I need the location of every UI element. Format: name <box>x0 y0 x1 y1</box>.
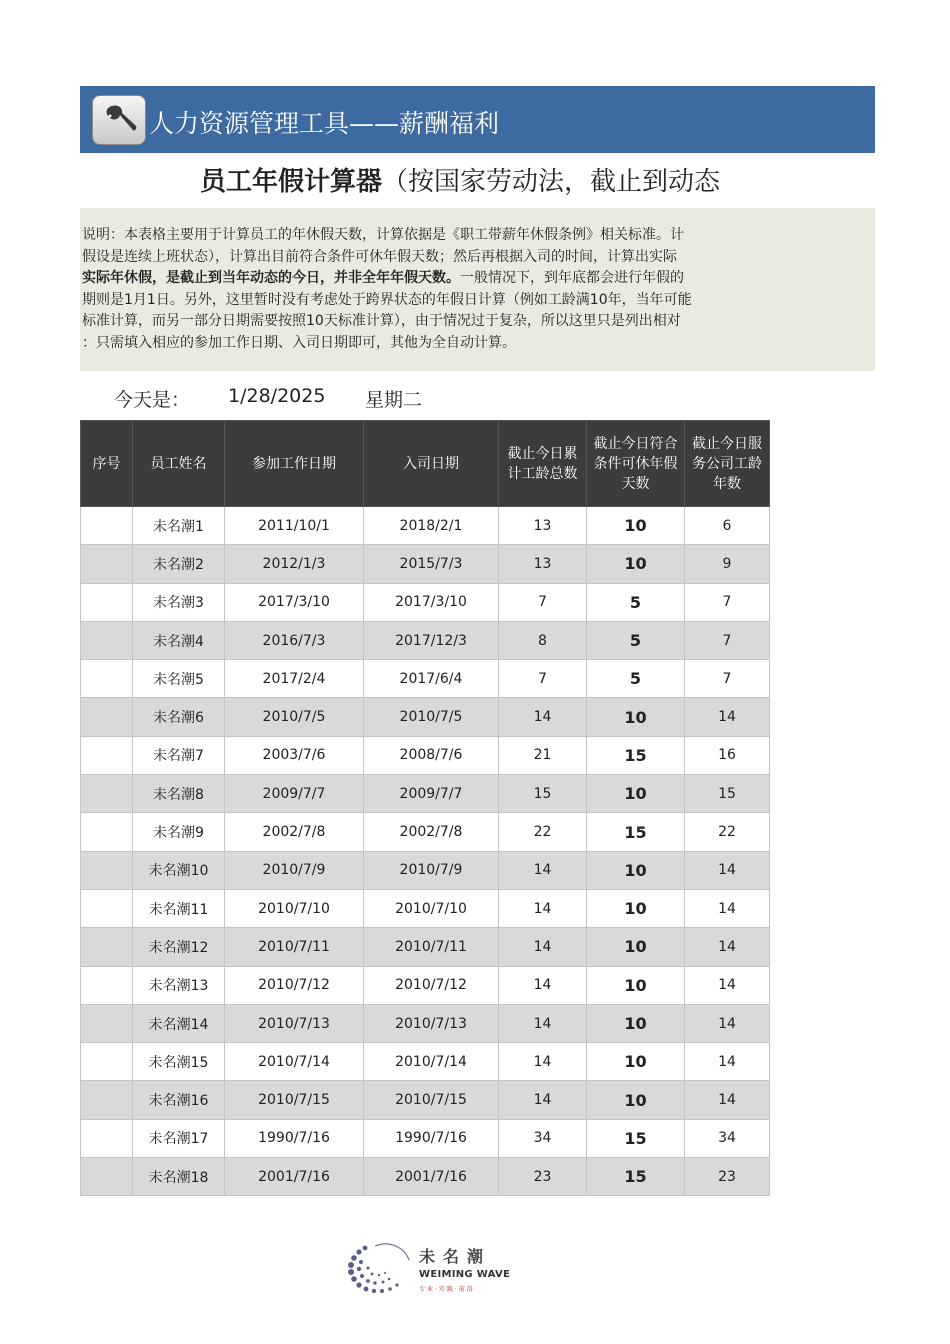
cell-index[interactable] <box>81 966 133 1004</box>
cell-leave-days: 10 <box>587 545 685 583</box>
cell-name[interactable]: 未名潮2 <box>133 545 225 583</box>
cell-company-years: 7 <box>685 583 770 621</box>
cell-work-start[interactable]: 2011/10/1 <box>225 507 364 545</box>
table-row <box>81 928 770 966</box>
description-line <box>82 268 772 290</box>
table-row <box>81 813 770 851</box>
calculator-title <box>200 164 772 204</box>
cell-leave-days: 5 <box>587 583 685 621</box>
cell-company-years: 9 <box>685 545 770 583</box>
cell-work-start[interactable]: 2017/3/10 <box>225 583 364 621</box>
cell-leave-days: 10 <box>587 928 685 966</box>
cell-join-date[interactable]: 2002/7/8 <box>364 813 499 851</box>
cell-total-years: 14 <box>499 851 587 889</box>
cell-company-years: 14 <box>685 966 770 1004</box>
cell-leave-days: 10 <box>587 1004 685 1042</box>
cell-total-years: 21 <box>499 736 587 774</box>
cell-name[interactable]: 未名潮10 <box>133 851 225 889</box>
cell-name[interactable]: 未名潮11 <box>133 889 225 927</box>
cell-index[interactable] <box>81 928 133 966</box>
logo-english: WEIMING WAVE <box>419 1269 511 1280</box>
cell-company-years: 22 <box>685 813 770 851</box>
table-row <box>81 621 770 659</box>
cell-join-date[interactable]: 2010/7/12 <box>364 966 499 1004</box>
cell-join-date[interactable]: 2018/2/1 <box>364 507 499 545</box>
cell-work-start[interactable]: 2010/7/10 <box>225 889 364 927</box>
cell-work-start[interactable]: 2009/7/7 <box>225 775 364 813</box>
cell-leave-days: 15 <box>587 1119 685 1157</box>
table-row <box>81 698 770 736</box>
cell-total-years: 14 <box>499 1081 587 1119</box>
col-header-company-years: 截止今日服务公司工龄年数 <box>685 421 770 507</box>
col-header-work-start: 参加工作日期 <box>225 421 364 507</box>
cell-total-years: 14 <box>499 889 587 927</box>
cell-company-years: 15 <box>685 775 770 813</box>
today-weekday: 星期二 <box>365 389 423 411</box>
cell-index[interactable] <box>81 851 133 889</box>
cell-leave-days: 15 <box>587 736 685 774</box>
header-banner <box>80 86 875 153</box>
cell-index[interactable] <box>81 507 133 545</box>
cell-index[interactable] <box>81 736 133 774</box>
cell-index[interactable] <box>81 660 133 698</box>
cell-index[interactable] <box>81 1081 133 1119</box>
cell-work-start[interactable]: 2010/7/5 <box>225 698 364 736</box>
cell-name[interactable]: 未名潮7 <box>133 736 225 774</box>
cell-name[interactable]: 未名潮16 <box>133 1081 225 1119</box>
page-title: 人力资源管理工具——薪酬福利 <box>149 109 500 138</box>
cell-join-date[interactable]: 2001/7/16 <box>364 1158 499 1196</box>
today-label: 今天是： <box>114 389 191 411</box>
col-header-leave-days: 截止今日符合条件可休年假天数 <box>587 421 685 507</box>
cell-company-years: 16 <box>685 736 770 774</box>
cell-leave-days: 15 <box>587 813 685 851</box>
cell-join-date[interactable]: 2017/3/10 <box>364 583 499 621</box>
cell-join-date[interactable]: 2010/7/13 <box>364 1004 499 1042</box>
cell-leave-days: 10 <box>587 775 685 813</box>
cell-total-years: 14 <box>499 698 587 736</box>
cell-join-date[interactable]: 2010/7/11 <box>364 928 499 966</box>
cell-join-date[interactable]: 2017/6/4 <box>364 660 499 698</box>
table-row <box>81 545 770 583</box>
cell-work-start[interactable]: 2010/7/15 <box>225 1081 364 1119</box>
table-row <box>81 736 770 774</box>
cell-leave-days: 10 <box>587 1043 685 1081</box>
table-row <box>81 583 770 621</box>
wrench-icon <box>92 95 146 145</box>
cell-work-start[interactable]: 2012/1/3 <box>225 545 364 583</box>
cell-work-start[interactable]: 2010/7/13 <box>225 1004 364 1042</box>
cell-name[interactable]: 未名潮13 <box>133 966 225 1004</box>
today-date[interactable]: 1/28/2025 <box>228 385 326 407</box>
cell-name[interactable]: 未名潮5 <box>133 660 225 698</box>
cell-work-start[interactable]: 2016/7/3 <box>225 621 364 659</box>
cell-total-years: 22 <box>499 813 587 851</box>
description-line: 期则是1月1日。另外，这里暂时没有考虑处于跨界状态的年假日计算（例如工龄满10年，当年可能 <box>82 291 692 308</box>
cell-total-years: 34 <box>499 1119 587 1157</box>
cell-index[interactable] <box>81 889 133 927</box>
cell-total-years: 14 <box>499 966 587 1004</box>
subtitle-bold: 员工年假计算器 <box>200 167 383 197</box>
cell-work-start[interactable]: 2003/7/6 <box>225 736 364 774</box>
cell-index[interactable] <box>81 583 133 621</box>
cell-join-date[interactable]: 2010/7/10 <box>364 889 499 927</box>
cell-leave-days: 10 <box>587 851 685 889</box>
table-row <box>81 966 770 1004</box>
cell-join-date[interactable]: 2010/7/15 <box>364 1081 499 1119</box>
cell-index[interactable] <box>81 698 133 736</box>
cell-name[interactable]: 未名潮1 <box>133 507 225 545</box>
cell-join-date[interactable]: 2015/7/3 <box>364 545 499 583</box>
cell-work-start[interactable]: 2002/7/8 <box>225 813 364 851</box>
subtitle-rest: （按国家劳动法，截止到动态 <box>382 167 721 197</box>
cell-company-years: 6 <box>685 507 770 545</box>
cell-total-years: 7 <box>499 660 587 698</box>
cell-index[interactable] <box>81 621 133 659</box>
cell-leave-days: 10 <box>587 966 685 1004</box>
table-row <box>81 1158 770 1196</box>
cell-leave-days: 10 <box>587 889 685 927</box>
table-row <box>81 889 770 927</box>
table-header-row <box>81 421 770 507</box>
cell-company-years: 14 <box>685 1004 770 1042</box>
col-header-index: 序号 <box>81 421 133 507</box>
cell-name[interactable]: 未名潮14 <box>133 1004 225 1042</box>
cell-name[interactable]: 未名潮4 <box>133 621 225 659</box>
cell-join-date[interactable]: 2017/12/3 <box>364 621 499 659</box>
table-row <box>81 507 770 545</box>
cell-total-years: 14 <box>499 1043 587 1081</box>
cell-name[interactable]: 未名潮18 <box>133 1158 225 1196</box>
cell-total-years: 13 <box>499 545 587 583</box>
col-header-name: 员工姓名 <box>133 421 225 507</box>
logo-tagline: 专业·实践·前沿 <box>419 1286 475 1293</box>
cell-total-years: 14 <box>499 1004 587 1042</box>
cell-company-years: 14 <box>685 1081 770 1119</box>
cell-work-start[interactable]: 2010/7/9 <box>225 851 364 889</box>
cell-company-years: 14 <box>685 889 770 927</box>
table-row <box>81 775 770 813</box>
logo-chinese: 未名潮 <box>419 1247 492 1266</box>
cell-index[interactable] <box>81 1119 133 1157</box>
description-line: 标准计算，而另一部分日期需要按照10天标准计算），由于情况过于复杂，所以这里只是列出相对 <box>82 313 681 330</box>
cell-leave-days: 10 <box>587 698 685 736</box>
cell-company-years: 14 <box>685 851 770 889</box>
cell-work-start[interactable]: 2010/7/11 <box>225 928 364 966</box>
description-box <box>80 208 875 371</box>
description-text: 一般情况下，到年底都会进行年假的 <box>460 270 684 287</box>
table-row <box>81 1043 770 1081</box>
cell-leave-days: 5 <box>587 621 685 659</box>
description-line: ：只需填入相应的参加工作日期、入司日期即可，其他为全自动计算。 <box>82 334 516 351</box>
cell-name[interactable]: 未名潮9 <box>133 813 225 851</box>
cell-company-years: 14 <box>685 698 770 736</box>
cell-join-date[interactable]: 2008/7/6 <box>364 736 499 774</box>
cell-name[interactable]: 未名潮8 <box>133 775 225 813</box>
cell-total-years: 8 <box>499 621 587 659</box>
col-header-join-date: 入司日期 <box>364 421 499 507</box>
table-row <box>81 1119 770 1157</box>
cell-index[interactable] <box>81 1043 133 1081</box>
cell-name[interactable]: 未名潮6 <box>133 698 225 736</box>
cell-index[interactable] <box>81 813 133 851</box>
cell-join-date[interactable]: 1990/7/16 <box>364 1119 499 1157</box>
cell-company-years: 14 <box>685 1043 770 1081</box>
cell-index[interactable] <box>81 1004 133 1042</box>
wave-logo-icon <box>345 1238 417 1296</box>
cell-join-date[interactable]: 2010/7/9 <box>364 851 499 889</box>
cell-join-date[interactable]: 2010/7/14 <box>364 1043 499 1081</box>
cell-index[interactable] <box>81 1158 133 1196</box>
description-emphasis: 实际年休假，是截止到当年动态的今日，并非全年年假天数。 <box>82 270 460 287</box>
description-line: 说明：本表格主要用于计算员工的年休假天数，计算依据是《职工带薪年休假条例》相关标准。计 <box>82 227 684 243</box>
cell-name[interactable]: 未名潮3 <box>133 583 225 621</box>
cell-leave-days: 10 <box>587 507 685 545</box>
cell-leave-days: 10 <box>587 1081 685 1119</box>
cell-name[interactable]: 未名潮17 <box>133 1119 225 1157</box>
cell-company-years: 7 <box>685 660 770 698</box>
cell-leave-days: 15 <box>587 1158 685 1196</box>
cell-join-date[interactable]: 2009/7/7 <box>364 775 499 813</box>
company-logo <box>345 1238 511 1298</box>
cell-leave-days: 5 <box>587 660 685 698</box>
cell-total-years: 15 <box>499 775 587 813</box>
cell-company-years: 34 <box>685 1119 770 1157</box>
cell-company-years: 14 <box>685 928 770 966</box>
cell-index[interactable] <box>81 545 133 583</box>
description-line: 假设是连续上班状态），计算出目前符合条件可休年假天数；然后再根据入司的时间，计算出实际 <box>82 248 677 265</box>
table-row <box>81 660 770 698</box>
cell-work-start[interactable]: 2010/7/12 <box>225 966 364 1004</box>
cell-total-years: 7 <box>499 583 587 621</box>
cell-company-years: 7 <box>685 621 770 659</box>
cell-join-date[interactable]: 2010/7/5 <box>364 698 499 736</box>
cell-work-start[interactable]: 1990/7/16 <box>225 1119 364 1157</box>
cell-work-start[interactable]: 2017/2/4 <box>225 660 364 698</box>
col-header-total-years: 截止今日累计工龄总数 <box>499 421 587 507</box>
table-row <box>81 1081 770 1119</box>
cell-total-years: 14 <box>499 928 587 966</box>
cell-index[interactable] <box>81 775 133 813</box>
cell-work-start[interactable]: 2010/7/14 <box>225 1043 364 1081</box>
cell-name[interactable]: 未名潮15 <box>133 1043 225 1081</box>
table-row <box>81 1004 770 1042</box>
table-row <box>81 851 770 889</box>
leave-table <box>80 420 770 1196</box>
cell-name[interactable]: 未名潮12 <box>133 928 225 966</box>
cell-company-years: 23 <box>685 1158 770 1196</box>
cell-total-years: 23 <box>499 1158 587 1196</box>
cell-work-start[interactable]: 2001/7/16 <box>225 1158 364 1196</box>
cell-total-years: 13 <box>499 507 587 545</box>
